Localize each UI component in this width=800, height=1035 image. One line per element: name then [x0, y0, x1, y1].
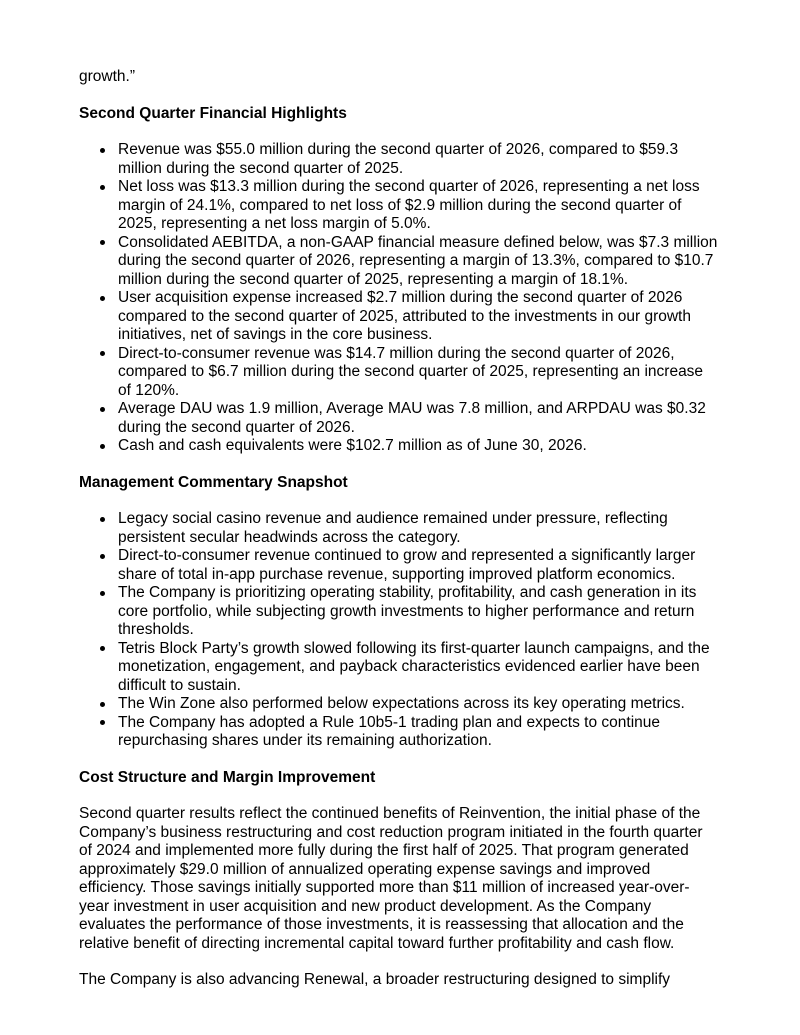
lead-text: growth.” [79, 68, 135, 85]
bullet-icon [100, 517, 105, 522]
body-paragraph: The Company is also advancing Renewal, a broader restructuring designed to simplify [79, 971, 671, 988]
bullet-icon [100, 185, 105, 190]
bullet-icon [100, 720, 105, 725]
bullet-icon [100, 296, 105, 301]
bullet-icon [100, 444, 105, 449]
management-commentary-list [79, 510, 719, 751]
list-item: Direct-to-consumer revenue was $14.7 million during the second quarter of 2026, compared to $6.7 million during the second quarter of 2025, representing an increase of 120%. [79, 345, 719, 401]
section-heading-management-commentary: Management Commentary Snapshot [79, 473, 348, 491]
list-item: Direct-to-consumer revenue continued to grow and represented a significantly larger share of total in-app purchase revenue, supporting improved platform economics. [79, 547, 719, 584]
bullet-icon [100, 148, 105, 153]
list-item: The Company is prioritizing operating stability, profitability, and cash generation in its core portfolio, while subjecting growth investments to higher performance and return thresholds. [79, 584, 719, 640]
section-heading-cost-structure: Cost Structure and Margin Improvement [79, 768, 376, 786]
bullet-icon [100, 240, 105, 245]
list-item: Tetris Block Party’s growth slowed following its first-quarter launch campaigns, and the monetization, engagement, and payback characteristics evidenced earlier have been difficult to sustain. [79, 640, 719, 696]
financial-highlights-list [79, 141, 719, 456]
list-item: Consolidated AEBITDA, a non-GAAP financial measure defined below, was $7.3 million during the second quarter of 2026, representing a margin of 13.3%, compared to $10.7 million during the second quarter of 2025, representing a margin of 18.1%. [79, 234, 719, 290]
bullet-icon [100, 702, 105, 707]
list-item: Average DAU was 1.9 million, Average MAU was 7.8 million, and ARPDAU was $0.32 during the second quarter of 2026. [79, 400, 719, 437]
list-item: Cash and cash equivalents were $102.7 million as of June 30, 2026. [79, 437, 719, 456]
list-item: Net loss was $13.3 million during the second quarter of 2026, representing a net loss margin of 24.1%, compared to net loss of $2.9 million during the second quarter of 2025, representing a net loss margin of 5.0%. [79, 178, 719, 234]
section-heading-financial-highlights: Second Quarter Financial Highlights [79, 104, 347, 122]
bullet-icon [100, 646, 105, 651]
list-item: Revenue was $55.0 million during the second quarter of 2026, compared to $59.3 million during the second quarter of 2025. [79, 141, 719, 178]
bullet-icon [100, 591, 105, 596]
list-item: The Win Zone also performed below expectations across its key operating metrics. [79, 695, 719, 714]
bullet-icon [100, 554, 105, 559]
bullet-icon [100, 351, 105, 356]
list-item: User acquisition expense increased $2.7 million during the second quarter of 2026 compared to the second quarter of 2025, attributed to the investments in our growth initiatives, net of savings in the core business. [79, 289, 719, 345]
list-item: Legacy social casino revenue and audience remained under pressure, reflecting persistent secular headwinds across the category. [79, 510, 719, 547]
body-paragraph: Second quarter results reflect the continued benefits of Reinvention, the initial phase of the Company’s business restructuring and cost reduction program initiated in the fourth quarter of 2024 and implemented more fully during the first half of 2025. That program generated approximately $29.0 million of annualized operating expense savings and improved efficiency. Those savings initially supported more than $11 million of increased year-over-year investment in user acquisition and new product development. As the Company evaluates the performance of those investments, it is reassessing that allocation and the relative benefit of directing incremental capital toward further profitability and cash flow. [79, 805, 703, 952]
bullet-icon [100, 407, 105, 412]
list-item: The Company has adopted a Rule 10b5-1 trading plan and expects to continue repurchasing shares under its remaining authorization. [79, 714, 719, 751]
